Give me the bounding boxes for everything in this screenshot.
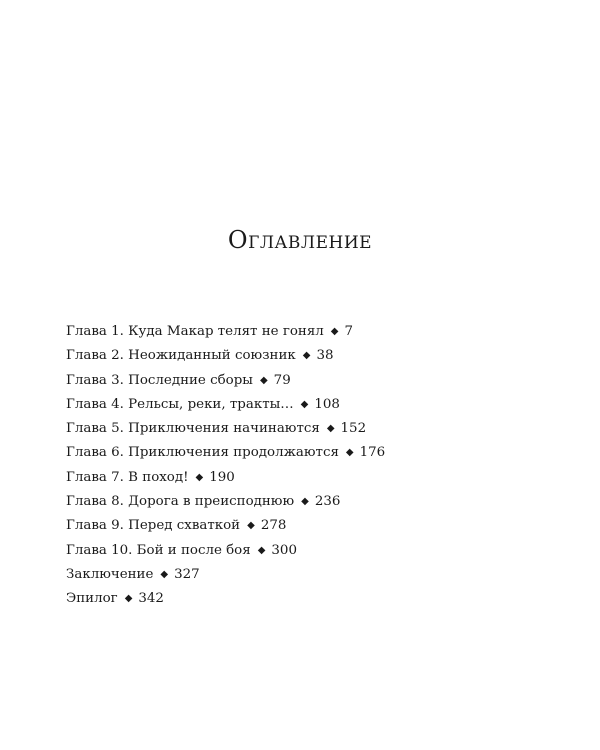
diamond-separator-icon: ◆ — [345, 447, 354, 459]
entry-page-number: 300 — [271, 542, 297, 558]
toc-entry — [66, 539, 385, 563]
entry-title: Глава 2. Неожиданный союзник — [66, 348, 296, 364]
diamond-separator-icon: ◆ — [259, 374, 268, 386]
entry-title: Глава 10. Бой и после боя — [66, 542, 251, 558]
toc-entry — [66, 563, 385, 587]
diamond-separator-icon: ◆ — [301, 496, 309, 508]
toc-entry — [66, 441, 385, 465]
entry-page-number: 278 — [260, 518, 287, 534]
diamond-separator-icon: ◆ — [326, 423, 335, 435]
diamond-separator-icon: ◆ — [330, 326, 339, 337]
entry-title: Заключение — [66, 566, 154, 582]
toc-entry — [66, 514, 385, 538]
entry-page-number: 7 — [344, 324, 354, 339]
entry-page-number: 342 — [138, 591, 164, 607]
entry-page-number: 327 — [174, 566, 200, 582]
toc-entry — [66, 417, 385, 441]
entry-title: Глава 6. Приключения продолжаются — [66, 445, 339, 461]
toc-entry — [66, 466, 385, 490]
diamond-separator-icon: ◆ — [195, 471, 204, 483]
entry-title: Глава 1. Куда Макар телят не гонял — [66, 324, 324, 339]
diamond-separator-icon: ◆ — [302, 350, 311, 362]
toc-entry — [66, 344, 385, 368]
entry-title: Глава 4. Рельсы, реки, тракты… — [66, 396, 294, 412]
entry-page-number: 236 — [314, 494, 341, 510]
diamond-separator-icon: ◆ — [247, 520, 255, 532]
toc-entry — [66, 320, 385, 344]
page-title: Оглавление — [227, 226, 373, 254]
entry-page-number: 108 — [314, 396, 340, 412]
diamond-separator-icon: ◆ — [124, 593, 133, 605]
entry-page-number: 176 — [359, 445, 386, 461]
diamond-separator-icon: ◆ — [160, 568, 169, 580]
toc-entry — [66, 587, 385, 611]
entry-title: Глава 3. Последние сборы — [66, 372, 253, 388]
diamond-separator-icon: ◆ — [257, 544, 266, 556]
entry-title: Глава 5. Приключения начинаются — [66, 421, 320, 437]
entry-page-number: 38 — [316, 348, 334, 364]
diamond-separator-icon: ◆ — [300, 398, 309, 410]
entry-page-number: 190 — [209, 469, 235, 485]
entry-title: Глава 8. Дорога в преисподнюю — [66, 494, 295, 510]
entry-title: Глава 9. Перед схваткой — [66, 518, 241, 534]
entry-page-number: 79 — [273, 372, 291, 388]
entry-title: Эпилог — [66, 591, 118, 607]
toc-entry — [66, 369, 385, 393]
toc-entry — [66, 490, 385, 514]
toc-entry — [66, 393, 385, 417]
table-of-contents — [66, 320, 385, 612]
entry-title: Глава 7. В поход! — [66, 469, 189, 485]
entry-page-number: 152 — [340, 421, 367, 437]
